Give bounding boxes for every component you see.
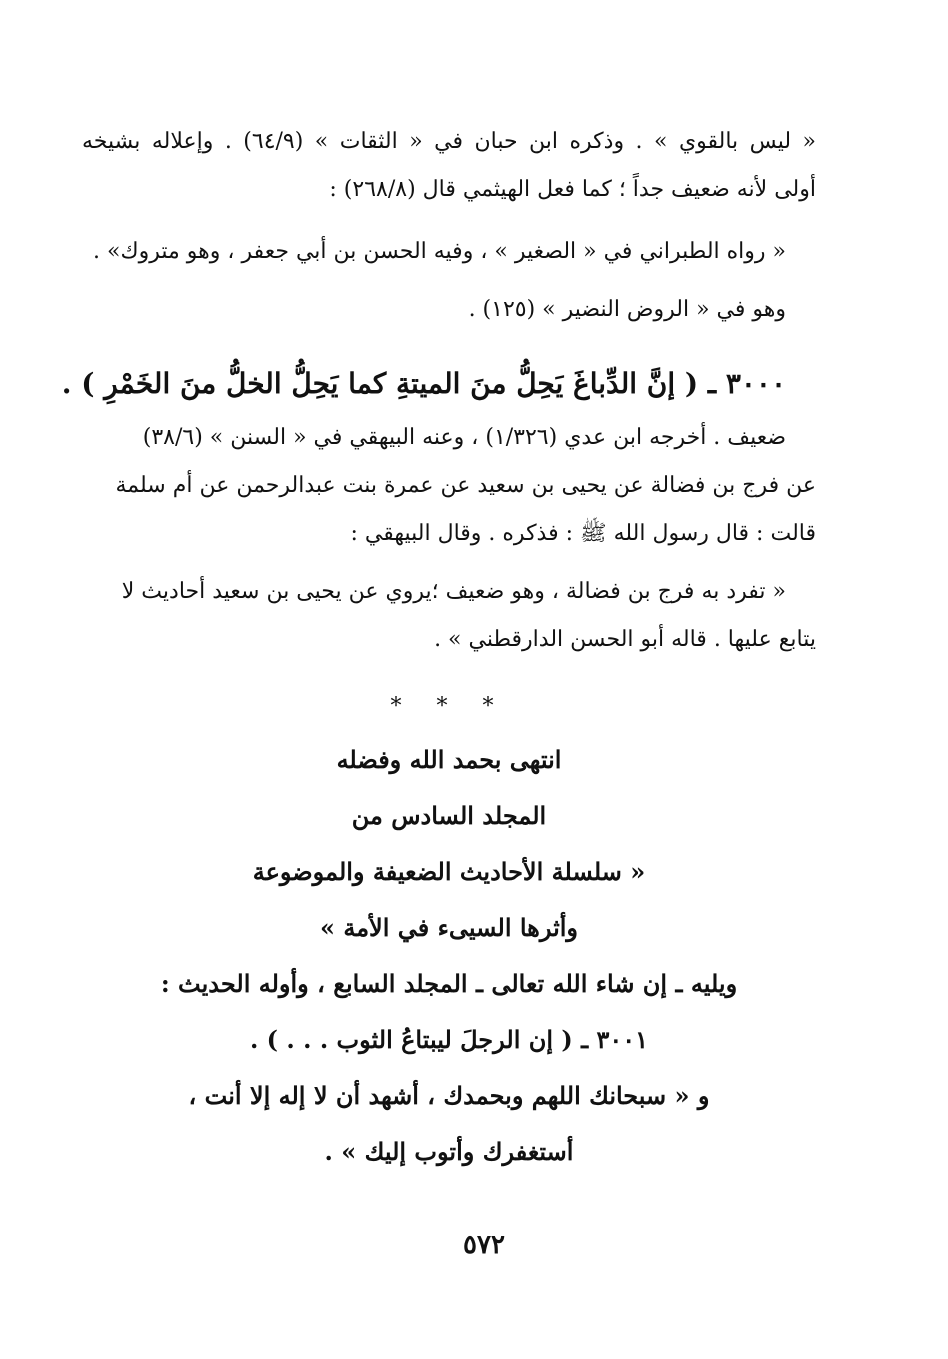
closing-line-8: أستغفرك وأتوب إليك » . xyxy=(324,1137,574,1166)
closing-line-3: « سلسلة الأحاديث الضعيفة والموضوعة xyxy=(252,857,646,886)
closing-line-4: وأثرها السيىء في الأمة » xyxy=(319,913,579,942)
closing-line-1: انتهى بحمد الله وفضله xyxy=(336,745,562,774)
quote-bayhaqi-line-2: يتابع عليها . قاله أبو الحسن الدارقطني » . xyxy=(434,627,816,652)
quote-bayhaqi-line-1: « تفرد به فرج بن فضالة ، وهو ضعيف ؛يروي عن يحيى بن سعيد أحاديث لا xyxy=(121,579,786,604)
page-number: ٥٧٢ xyxy=(463,1230,505,1260)
takhrij-paragraph xyxy=(82,414,816,558)
closing-line-7: و « سبحانك اللهم وبحمدك ، أشهد أن لا إله إلا أنت ، xyxy=(188,1081,710,1110)
closing-line-2: المجلد السادس من xyxy=(351,801,547,830)
paragraph-1 xyxy=(82,118,816,214)
reference-rawd: وهو في « الروض النضير » (١٢٥) . xyxy=(468,297,786,322)
takhrij-line-3: قالت : قال رسول الله ﷺ : فذكره . وقال البيهقي : xyxy=(350,521,816,546)
quote-bayhaqi xyxy=(82,568,816,664)
closing-line-5: ويليه ـ إن شاء الله تعالى ـ المجلد السابع ، وأوله الحديث : xyxy=(160,969,738,998)
takhrij-line-2: عن فرج بن فضالة عن يحيى بن سعيد عن عمرة بنت عبدالرحمن عن أم سلمة xyxy=(115,473,816,498)
paragraph-1-line-1: « ليس بالقوي » . وذكره ابن حبان في « الثقات » (٦٤/٩) . وإعلاله بشيخه xyxy=(82,129,816,154)
takhrij-line-1: ضعيف . أخرجه ابن عدي (١/٣٢٦) ، وعنه البيهقي في « السنن » (٣٨/٦) xyxy=(142,425,786,450)
hadith-3000-heading: ٣٠٠٠ ـ ( إنَّ الدِّباغَ يَحِلُّ منَ الميتةِ كما يَحِلُّ الخلُّ منَ الخَمْرِ ) . xyxy=(61,367,786,400)
page-content xyxy=(61,118,816,1180)
closing-line-6: ٣٠٠١ ـ ( إن الرجلَ ليبتاعُ الثوب . . . ) . xyxy=(249,1025,649,1054)
quote-haythami: « رواه الطبراني في « الصغير » ، وفيه الحسن بن أبي جعفر ، وهو متروك» . xyxy=(93,239,786,264)
paragraph-1-line-2: أولى لأنه ضعيف جداً ؛ كما فعل الهيثمي قال (٢٦٨/٨) : xyxy=(329,177,816,202)
volume-closing xyxy=(82,732,816,1180)
section-separator: * * * xyxy=(390,694,508,719)
